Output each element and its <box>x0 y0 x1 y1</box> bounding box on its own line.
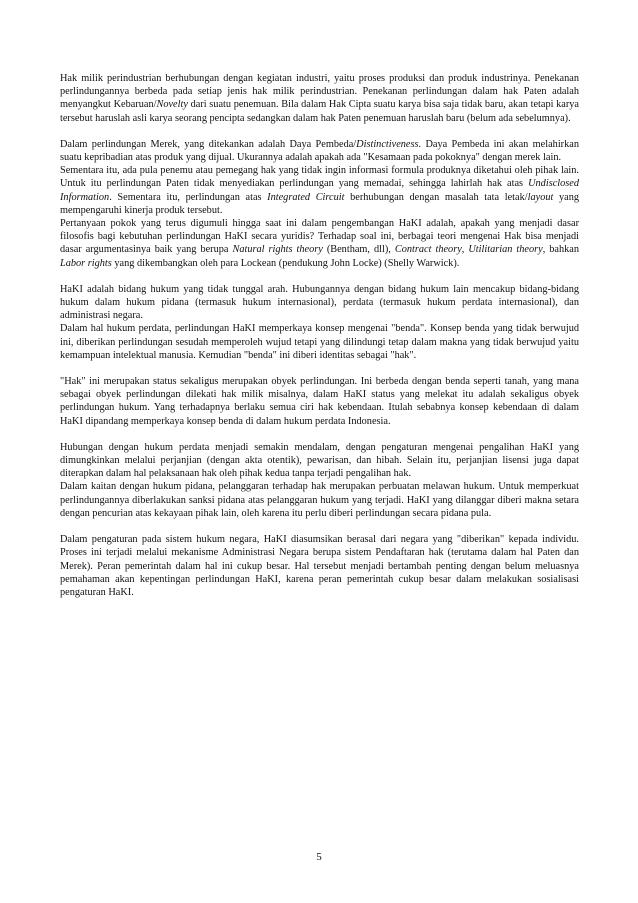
paragraph <box>60 138 579 164</box>
paragraph <box>60 533 579 599</box>
document-body <box>60 72 579 599</box>
text-run: Hak milik perindustrian berhubungan dengan kegiatan industri, yaitu proses produksi dan produk industrinya. Penekanan perlindungannya berbeda pada setiap jenis hak milik perindustrian. Penekanan perlindungan dalam hak Paten adalah menyangkut Kebaruan/ <box>60 73 579 111</box>
italic-term: Novelty <box>156 99 188 111</box>
text-run: . Daya Pembeda ini akan melahirkan suatu kepribadian atas produk yang dijual. Ukurannya adalah apakah ada "Kesamaan pada pokoknya" dengan merek lain. <box>60 138 579 164</box>
text-run: Dalam hal hukum perdata, perlindungan HaKI memperkaya konsep mengenai "benda". Konsep benda yang tidak berwujud ini, diberikan perlindungan sesudah memperoleh wujud tetapi yang dilindungi tetap dalam makna yang tidak berwujud yaitu kemampuan intelektual manusia. Kemudian "benda" ini diberi identitas sebagai "hak". <box>60 323 579 361</box>
paragraph <box>60 441 579 481</box>
italic-term: Natural rights theory <box>232 244 323 256</box>
italic-term: Labor rights <box>60 257 112 269</box>
text-run: , <box>461 244 469 256</box>
italic-term: Distinctiveness <box>356 138 419 150</box>
italic-term: Undisclosed Information <box>60 178 579 203</box>
text-run: berhubungan dengan masalah tata letak/ <box>344 191 528 203</box>
page-number: 5 <box>316 851 322 863</box>
italic-term: layout <box>527 191 554 203</box>
text-run: dari suatu penemuan. Bila dalam Hak Cipta suatu karya bisa saja tidak baru, akan tetapi karya tersebut haruslah asli karya seorang pencipta sedangkan dalam hak Paten penemuan haruslah baru (belum ada sebelumnya). <box>60 99 580 124</box>
text-run: Sementara itu, ada pula penemu atau pemegang hak yang tidak ingin informasi formula produknya diketahui oleh pihak lain. Untuk itu perlindungan Paten tidak menyediakan perlindungan yang memadai, sehingga lahirlah hak atas <box>60 165 579 190</box>
paragraph <box>60 480 579 520</box>
text-run: Hubungan dengan hukum perdata menjadi semakin mendalam, dengan pengaturan mengenai pengalihan HaKI yang dimungkinkan melalui perjanjian (dengan akta otentik), pewarisan, dan hibah. Selain itu, perjanjian lisensi juga dapat diterapkan dalam hal pelaksanaan hak oleh pihak kedua tanpa terjadi pengalihan hak. <box>60 441 579 480</box>
paragraph <box>60 217 579 270</box>
text-run: Dalam pengaturan pada sistem hukum negara, HaKI diasumsikan berasal dari negara yang "diberikan" kepada individu. Proses ini terjadi melalui mekanisme Administrasi Negara berupa sistem Pendaftaran hak (terutama dalam hal Paten dan Merek). Peran pemerintah dalam hal ini cukup besar. Hal tersebut menjadi bertambah penting dengan belum meluasnya pemahaman akan kepentingan perlindungan HaKI, karena peran pemerintah cukup besar dalam melakukan sosialisasi pengaturan HaKI. <box>60 534 579 598</box>
text-run: HaKI adalah bidang hukum yang tidak tunggal arah. Hubungannya dengan bidang hukum lain mencakup bidang-bidang hukum dalam hukum pidana (termasuk hukum internasional), perdata (termasuk hukum perdata internasional), dan administrasi negara. <box>60 283 579 322</box>
text-run: , bahkan <box>542 244 580 256</box>
paragraph <box>60 322 579 362</box>
text-run: Pertanyaan pokok yang terus digumuli hingga saat ini dalam pengembangan HaKI adalah, apakah yang menjadi dasar filosofis bagi kebutuhan perlindungan HaKI secara yuridis? Terhadap soal ini, berbagai teori mengenai Hak bisa menjadi dasar argumentasinya baik yang berupa <box>60 218 579 256</box>
paragraph <box>60 283 579 323</box>
italic-term: Utilitarian theory <box>468 244 543 256</box>
paragraph <box>60 375 579 428</box>
text-run: "Hak" ini merupakan status sekaligus merupakan obyek perlindungan. Ini berbeda dengan benda seperti tanah, yang mana sebagai obyek perlindungan dilekati hak milik misalnya, dalam HaKI status yang melekat itu adalah sekaligus obyek perlindungan hukum. Yang terhadapnya berlaku semua ciri hak kebendaan. Itulah sebabnya konsep kebendaan di dalam HaKI dipandang memperkaya konsep benda di dalam hukum perdata Indonesia. <box>60 376 579 427</box>
text-run: Dalam perlindungan Merek, yang ditekankan adalah Daya Pembeda/ <box>60 138 357 150</box>
text-run: Dalam kaitan dengan hukum pidana, pelanggaran terhadap hak merupakan perbuatan melawan hukum. Untuk memperkuat perlindungannya diberlakukan sanksi pidana atas pelanggaran hukum yang terjadi. HaKI yang dilanggar diberi makna setara dengan pencurian atas kekayaan pihak lain, oleh karena itu perlu diberi perlindungan secara pidana pula. <box>60 481 579 519</box>
text-run: (Bentham, dll), <box>322 244 395 256</box>
italic-term: Integrated Circuit <box>267 191 345 203</box>
italic-term: Contract theory <box>394 244 462 256</box>
text-run: yang mempengaruhi kinerja produk tersebut. <box>60 191 580 216</box>
text-run: yang dikembangkan oleh para Lockean (pendukung John Locke) (Shelly Warwick). <box>111 257 460 269</box>
paragraph <box>60 164 579 217</box>
paragraph <box>60 72 579 125</box>
text-run: . Sementara itu, perlindungan atas <box>109 191 268 203</box>
